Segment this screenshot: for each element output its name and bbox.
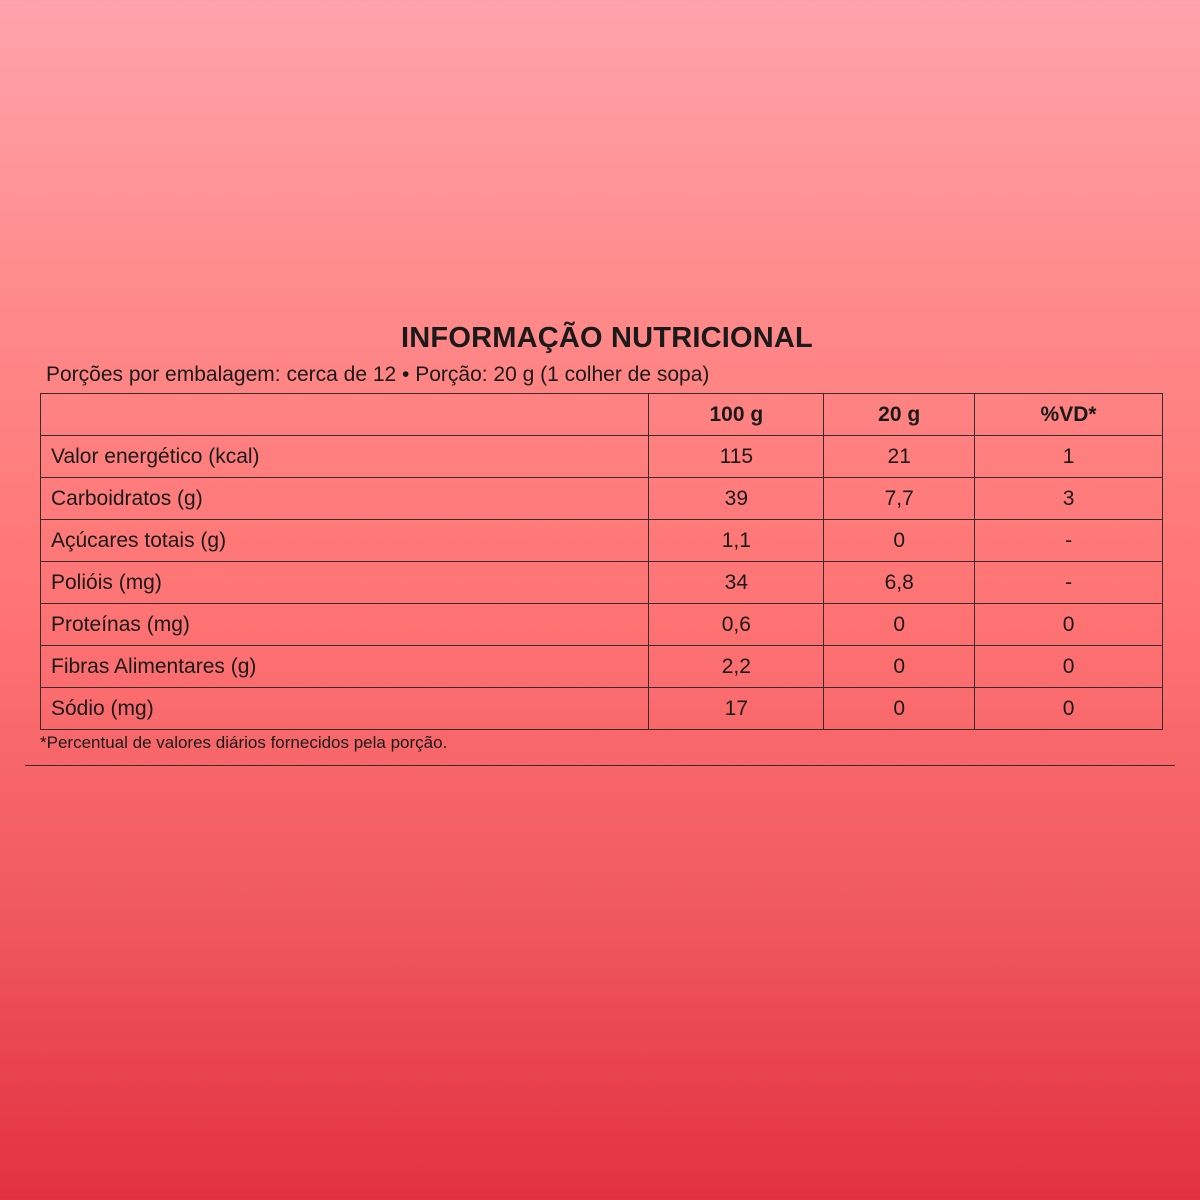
value-per-100g: 115 [649, 436, 824, 478]
panel-title: INFORMAÇÃO NUTRICIONAL [401, 322, 813, 354]
value-per-20g: 21 [824, 436, 975, 478]
table-row [41, 688, 1163, 730]
value-per-100g: 34 [649, 562, 824, 604]
nutrient-label: Açúcares totais (g) [41, 520, 649, 562]
footnote: *Percentual de valores diários fornecidos pela porção. [40, 733, 448, 752]
table-row [41, 436, 1163, 478]
value-daily-value: 1 [975, 436, 1163, 478]
value-per-20g: 6,8 [824, 562, 975, 604]
value-per-20g: 7,7 [824, 478, 975, 520]
value-per-100g: 17 [649, 688, 824, 730]
table-header-row [41, 394, 1163, 436]
value-per-20g: 0 [824, 688, 975, 730]
value-per-100g: 39 [649, 478, 824, 520]
table-row [41, 604, 1163, 646]
table-row [41, 646, 1163, 688]
table-row [41, 478, 1163, 520]
value-daily-value: 0 [975, 604, 1163, 646]
nutrient-label: Polióis (mg) [41, 562, 649, 604]
value-daily-value: - [975, 520, 1163, 562]
nutrient-label: Valor energético (kcal) [41, 436, 649, 478]
nutrient-label: Carboidratos (g) [41, 478, 649, 520]
header-nutrient [41, 394, 649, 436]
nutrient-label: Sódio (mg) [41, 688, 649, 730]
serving-info: Porções por embalagem: cerca de 12 • Porção: 20 g (1 colher de sopa) [46, 363, 710, 386]
value-per-100g: 1,1 [649, 520, 824, 562]
divider-line [25, 765, 1175, 766]
header-daily-value: %VD* [975, 394, 1163, 436]
value-per-100g: 0,6 [649, 604, 824, 646]
table-row [41, 520, 1163, 562]
value-daily-value: 0 [975, 688, 1163, 730]
value-per-20g: 0 [824, 646, 975, 688]
header-per-100g: 100 g [649, 394, 824, 436]
nutrient-label: Proteínas (mg) [41, 604, 649, 646]
value-daily-value: 0 [975, 646, 1163, 688]
nutrient-label: Fibras Alimentares (g) [41, 646, 649, 688]
table-row [41, 562, 1163, 604]
header-per-20g: 20 g [824, 394, 975, 436]
value-daily-value: - [975, 562, 1163, 604]
value-per-20g: 0 [824, 520, 975, 562]
nutrition-table [40, 393, 1163, 730]
value-daily-value: 3 [975, 478, 1163, 520]
value-per-100g: 2,2 [649, 646, 824, 688]
value-per-20g: 0 [824, 604, 975, 646]
